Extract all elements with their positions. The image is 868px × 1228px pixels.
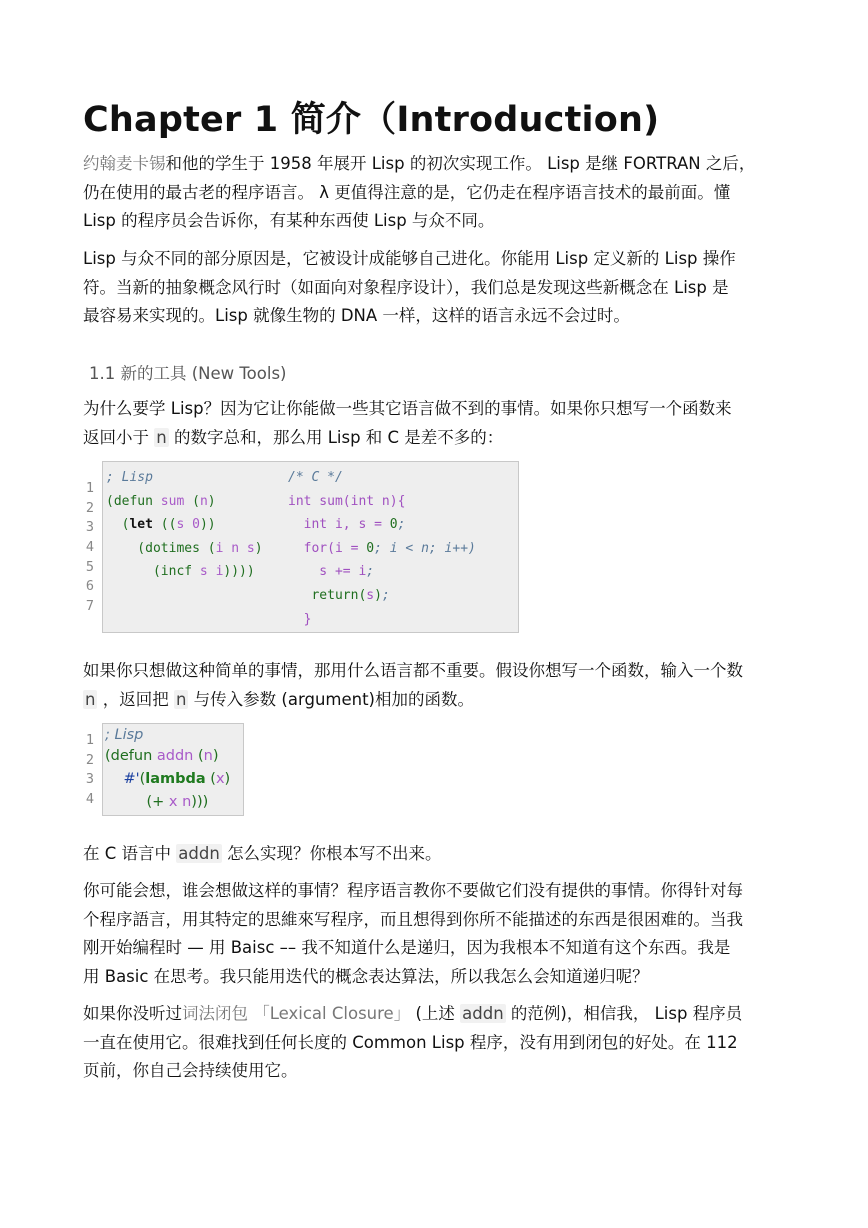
code-line: (defun sum (n) [106, 494, 216, 509]
paragraph-addn-c [83, 840, 795, 869]
line-number: 4 [85, 791, 94, 808]
code-line: /* C */ [288, 470, 343, 485]
paragraph-text: 怎么实现？你根本写不出来。 [221, 844, 442, 863]
paragraph-text: 个程序語言，用其特定的思維來写程序，而且想得到你所不能描述的东西是很困难的。当我 [83, 909, 743, 929]
link-john-mccarthy[interactable]: 约翰麦卡锡 [83, 154, 166, 173]
line-number: 5 [85, 558, 94, 575]
paragraph-text: ，返回把 [97, 689, 174, 709]
paragraph-text: 页前，你自己会持续使用它。 [83, 1061, 298, 1080]
code-line: ; Lisp [106, 470, 153, 485]
code-line: int i, s = 0; [288, 517, 406, 532]
code-line: (defun addn (n) [105, 748, 219, 764]
inline-code-n: n [175, 689, 187, 709]
paragraph-thinking [83, 877, 795, 991]
line-number: 2 [85, 499, 94, 516]
line-number: 4 [85, 539, 94, 556]
code-block-sum [102, 461, 519, 633]
paragraph-text: 的数字总和，那么用 Lisp 和 C 是差不多的： [168, 427, 504, 447]
code-line: (incf s i)))) [106, 564, 255, 579]
paragraph-text: 用 Basic 在思考。我只能用迭代的概念表达算法，所以我怎么会知道递归呢？ [83, 966, 649, 986]
paragraph-text: 在 C 语言中 [83, 844, 177, 863]
line-number: 6 [85, 578, 94, 595]
inline-code-addn: addn [178, 844, 220, 863]
section-heading: 1.1 新的工具 (New Tools) [89, 364, 287, 383]
paragraph-text: 仍在使用的最古老的程序语言。 λ 更值得注意的是，它仍走在程序语言技术的最前面。懂 [83, 182, 731, 202]
paragraph-text: 如果你只想做这种简单的事情，那用什么语言都不重要。假设你想写一个函数，输入一个数 [83, 661, 743, 680]
code-gutter [82, 479, 94, 617]
inline-code-n: n [156, 427, 167, 447]
code-line: return(s); [288, 588, 390, 603]
paragraph-text: 符。当新的抽象概念风行时（如面向对象程序设计），我们总是发现这些新概念在 Lisp 是 [83, 277, 729, 297]
paragraph-text: Lisp 的程序员会告诉你，有某种东西使 Lisp 与众不同。 [83, 211, 495, 230]
paragraph-text: (上述 [410, 1004, 461, 1023]
code-line: #'(lambda (x) [123, 771, 231, 787]
line-number: 3 [85, 519, 94, 536]
paragraph-text: 与传入参数 (argument)相加的函数。 [188, 689, 474, 709]
paragraph-text: 最容易来实现的。Lisp 就像生物的 DNA 一样，这样的语言永远不会过时。 [83, 306, 630, 325]
paragraph-text: 返回小于 [83, 427, 155, 447]
paragraph-intro-2 [83, 245, 795, 331]
inline-code-n: n [85, 689, 96, 709]
code-line: ; Lisp [105, 727, 144, 743]
line-number: 7 [85, 598, 94, 615]
chapter-title: Chapter 1 简介（Introduction) [83, 100, 660, 140]
paragraph-text: 你可能会想，谁会想做这样的事情？程序语言教你不要做它们没有提供的事情。你得针对每 [83, 881, 743, 900]
line-number: 1 [85, 480, 94, 496]
paragraph-text: 和他的学生于 1958 年展开 Lisp 的初次实现工作。 Lisp 是继 FORTRAN 之后， [165, 154, 756, 173]
paragraph-closure [83, 1000, 795, 1086]
code-block-addn [102, 723, 244, 816]
paragraph-intro-1 [83, 150, 795, 236]
paragraph-text: 的范例)，相信我， Lisp 程序员 [505, 1004, 743, 1023]
inline-code-addn: addn [462, 1004, 504, 1023]
paragraph-text: Lisp 与众不同的部分原因是，它被设计成能够自己进化。你能用 Lisp 定义新的 Lisp 操作 [83, 249, 736, 268]
code-line: } [288, 612, 312, 627]
line-number: 3 [85, 771, 94, 788]
code-gutter [82, 731, 94, 810]
line-number: 1 [85, 732, 94, 748]
paragraph-why-lisp [83, 395, 795, 452]
code-line: s += i; [288, 564, 375, 579]
code-line: (let ((s 0)) [106, 517, 216, 532]
link-lexical-closure[interactable]: 词法闭包 「Lexical Closure」 [182, 1004, 411, 1023]
paragraph-text: 为什么要学 Lisp？因为它让你能做一些其它语言做不到的事情。如果你只想写一个函数来 [83, 399, 732, 418]
code-line: int sum(int n){ [288, 494, 406, 509]
code-line: (+ x n))) [146, 794, 209, 810]
paragraph-text: 如果你没听过 [83, 1004, 182, 1023]
paragraph-text: 一直在使用它。很难找到任何长度的 Common Lisp 程序，没有用到闭包的好处。在 112 [83, 1032, 738, 1052]
paragraph-addn-intro [83, 657, 795, 714]
code-line: for(i = 0; i < n; i++) [288, 541, 476, 556]
code-line: (dotimes (i n s) [106, 541, 263, 556]
paragraph-text: 刚开始编程时 — 用 Baisc –– 我不知道什么是递归，因为我根本不知道有这个东西。我是 [83, 938, 731, 957]
line-number: 2 [85, 751, 94, 768]
